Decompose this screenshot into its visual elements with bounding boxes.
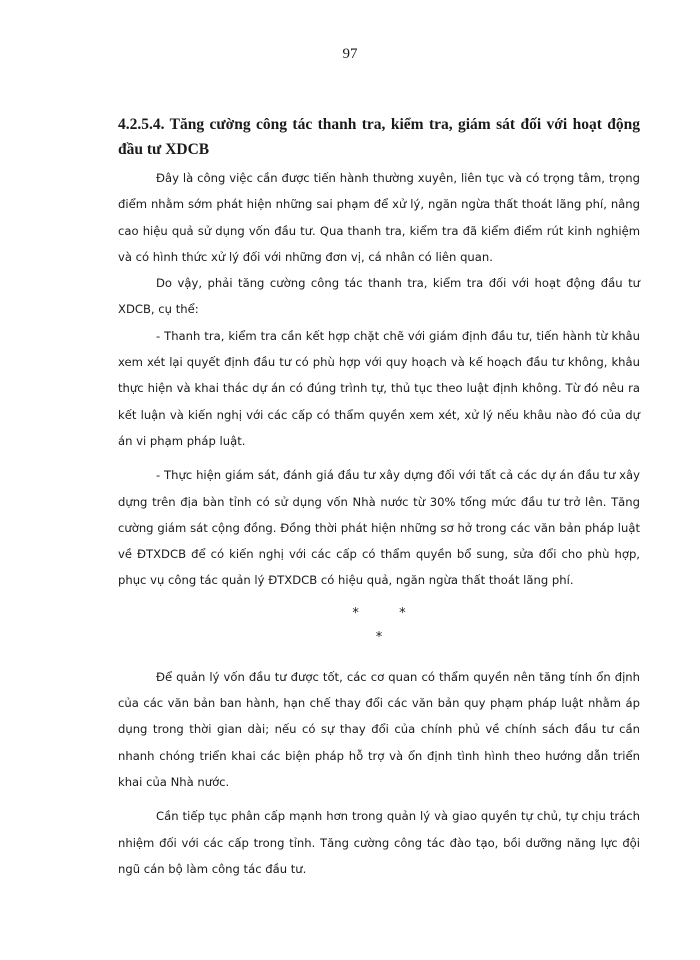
- separator-asterisk: *: [399, 605, 406, 621]
- separator-row-1: [118, 602, 640, 626]
- paragraph-bullet-inspection: - Thanh tra, kiểm tra cần kết hợp chặt chẽ với giám định đầu tư, tiến hành từ khâu xem xét lại quyết định đầu tư có phù hợp với quy hoạch và kế hoạch đầu tư không, khâu thực hiện và khai thác dự án có đúng trình tự, thủ tục theo luật định không. Từ đó nêu ra kết luận và kiến nghị với các cấp có thẩm quyền xem xét, xử lý nếu khâu nào đó của dự án vi phạm pháp luật.: [118, 328, 640, 448]
- page-content: [118, 112, 640, 882]
- section-separator: [118, 602, 640, 650]
- separator-asterisk: *: [352, 605, 359, 621]
- page-number: 97: [342, 46, 358, 62]
- separator-row-2: *: [375, 629, 383, 645]
- paragraph-bullet-supervision: - Thực hiện giám sát, đánh giá đầu tư xây dựng đối với tất cả các dự án đầu tư xây dựng trên địa bàn tỉnh có sử dụng vốn Nhà nước từ 30% tổng mức đầu tư trở lên. Tăng cường giám sát cộng đồng. Đồng thời phát hiện những sơ hở trong các văn bản pháp luật về ĐTXDCB để có kiến nghị với các cấp có thẩm quyền bổ sung, sửa đổi cho phù hợp, phục vụ công tác quản lý ĐTXDCB có hiệu quả, ngăn ngừa thất thoát lãng phí.: [118, 468, 640, 588]
- section-heading: 4.2.5.4. Tăng cường công tác thanh tra, kiểm tra, giám sát đối với hoạt động đầu tư XDCB: [118, 116, 640, 158]
- paragraph-therefore: Do vậy, phải tăng cường công tác thanh tra, kiểm tra đối với hoạt động đầu tư XDCB, cụ thể:: [118, 276, 640, 317]
- paragraph-closing-decentralization: Cần tiếp tục phân cấp mạnh hơn trong quản lý và giao quyền tự chủ, tự chịu trách nhiệm đối với các cấp trong tỉnh. Tăng cường công tác đào tạo, bồi dưỡng năng lực đội ngũ cán bộ làm công tác đầu tư.: [118, 809, 640, 876]
- paragraph-closing-stability: Để quản lý vốn đầu tư được tốt, các cơ quan có thẩm quyền nên tăng tính ổn định của các văn bản ban hành, hạn chế thay đổi các văn bản quy phạm pháp luật nhằm áp dụng trong thời gian dài; nếu có sự thay đổi của chính phủ về chính sách đầu tư cần nhanh chóng triển khai các biện pháp hỗ trợ và ổn định tình hình theo hướng dẫn triển khai của Nhà nước.: [118, 669, 640, 789]
- paragraph-intro: Đây là công việc cần được tiến hành thường xuyên, liên tục và có trọng tâm, trọng điểm nhằm sớm phát hiện những sai phạm để xử lý, ngăn ngừa thất thoát lãng phí, nâng cao hiệu quả sử dụng vốn đầu tư. Qua thanh tra, kiểm tra đã kiểm điểm rút kinh nghiệm và có hình thức xử lý đối với những đơn vị, cá nhân có liên quan.: [118, 171, 640, 264]
